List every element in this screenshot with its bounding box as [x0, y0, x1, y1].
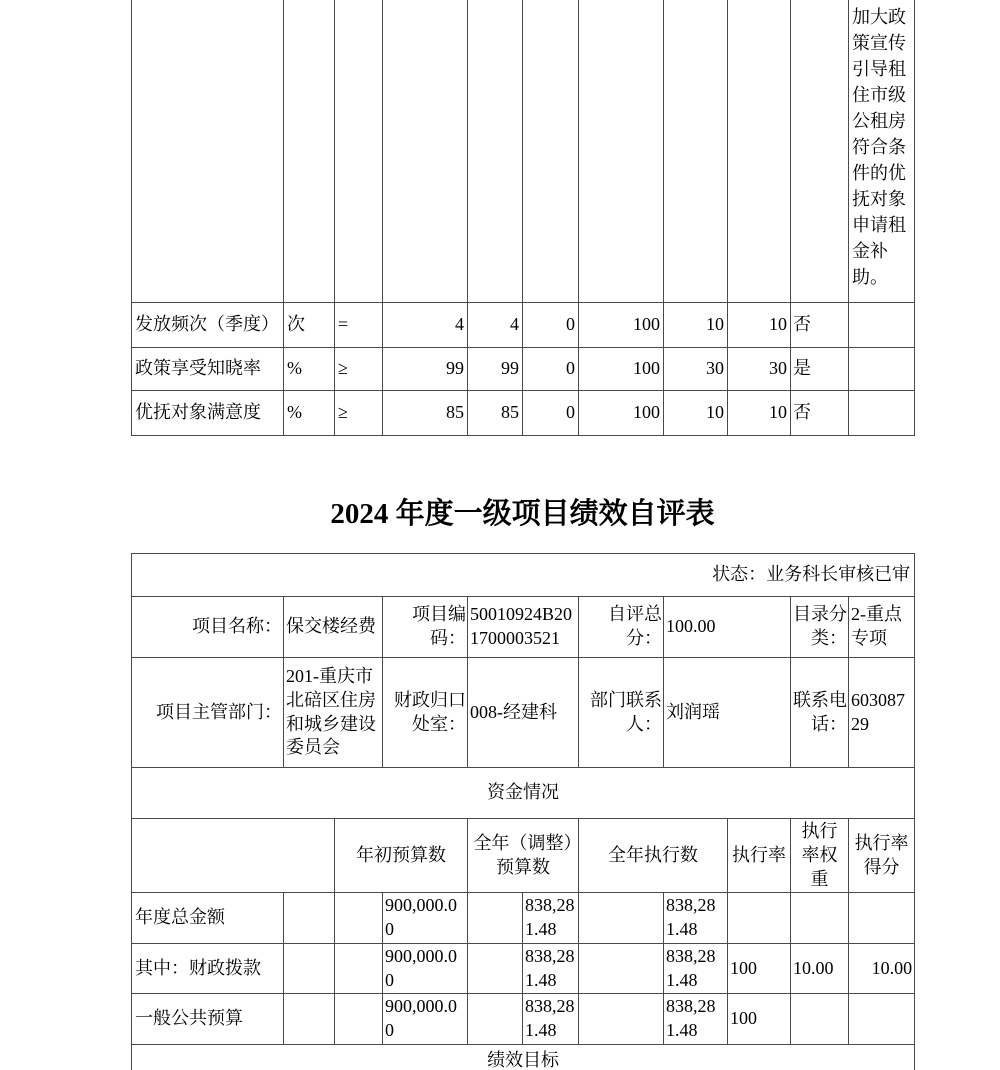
empty-cell [468, 0, 523, 302]
empty-cell [791, 0, 849, 302]
empty-cell [335, 893, 383, 944]
indicator-flag: 否 [791, 390, 849, 435]
indicator-score: 10 [728, 302, 791, 347]
rate-score-value [849, 893, 915, 944]
empty-cell [132, 819, 335, 893]
indicator-operator: ≥ [335, 390, 383, 435]
contact-value: 刘润瑶 [664, 658, 791, 768]
phone-value: 60308729 [849, 658, 915, 768]
empty-cell [579, 994, 664, 1045]
indicator-actual-value: 85 [468, 390, 523, 435]
rate-score-value [849, 994, 915, 1045]
finance-office-label: 财政归口处室： [383, 658, 468, 768]
funding-row [132, 943, 915, 994]
executed-value: 838,281.48 [664, 994, 728, 1045]
empty-cell [468, 994, 523, 1045]
indicator-rate: 100 [579, 302, 664, 347]
funding-section-row [132, 768, 915, 819]
empty-cell [284, 893, 335, 944]
executed-value: 838,281.48 [664, 943, 728, 994]
page-title: 2024 年度一级项目绩效自评表 [330, 498, 715, 530]
indicator-name: 政策享受知晓率 [132, 347, 284, 390]
project-name-row [132, 597, 915, 658]
adjusted-budget-value: 838,281.48 [523, 994, 579, 1045]
empty-cell [383, 0, 468, 302]
indicator-operator: = [335, 302, 383, 347]
empty-cell [468, 893, 523, 944]
indicator-operator: ≥ [335, 347, 383, 390]
indicator-actual-value: 99 [468, 347, 523, 390]
dept-label: 项目主管部门： [132, 658, 284, 768]
execution-rate-value: 100 [728, 994, 791, 1045]
funding-row-label: 一般公共预算 [132, 994, 284, 1045]
catalog-category-value: 2-重点专项 [849, 597, 915, 658]
executed-value: 838,281.48 [664, 893, 728, 944]
indicator-note [849, 390, 915, 435]
indicator-deviation: 0 [523, 302, 579, 347]
header-rate-weight: 执行率权重 [791, 819, 849, 893]
indicator-deviation: 0 [523, 390, 579, 435]
phone-label: 联系电话： [791, 658, 849, 768]
funding-row [132, 893, 915, 944]
initial-budget-value: 900,000.00 [383, 994, 468, 1045]
finance-office-value: 008-经建科 [468, 658, 579, 768]
status-text: 状态：业务科长审核已审 [132, 554, 915, 597]
header-rate-score: 执行率得分 [849, 819, 915, 893]
indicator-unit: % [284, 347, 335, 390]
funding-header-row [132, 819, 915, 893]
indicator-target-value: 85 [383, 390, 468, 435]
empty-cell [728, 0, 791, 302]
indicator-flag: 否 [791, 302, 849, 347]
empty-cell [579, 893, 664, 944]
header-execution-rate: 执行率 [728, 819, 791, 893]
empty-cell [335, 0, 383, 302]
indicator-row [132, 302, 915, 347]
indicator-unit: 次 [284, 302, 335, 347]
adjusted-budget-value: 838,281.48 [523, 943, 579, 994]
self-eval-score-value: 100.00 [664, 597, 791, 658]
self-eval-score-label: 自评总分： [579, 597, 664, 658]
empty-cell [284, 0, 335, 302]
indicator-note [849, 302, 915, 347]
funding-row [132, 994, 915, 1045]
indicator-score: 30 [728, 347, 791, 390]
project-name-value: 保交楼经费 [284, 597, 383, 658]
indicator-deviation: 0 [523, 347, 579, 390]
indicator-rate: 100 [579, 390, 664, 435]
empty-cell [284, 943, 335, 994]
indicator-flag: 是 [791, 347, 849, 390]
project-code-label: 项目编码： [383, 597, 468, 658]
indicator-actual-value: 4 [468, 302, 523, 347]
funding-row-label: 其中：财政拨款 [132, 943, 284, 994]
empty-cell [284, 994, 335, 1045]
initial-budget-value: 900,000.00 [383, 893, 468, 944]
project-dept-row [132, 658, 915, 768]
indicator-note [849, 347, 915, 390]
initial-budget-value: 900,000.00 [383, 943, 468, 994]
indicator-target-value: 99 [383, 347, 468, 390]
rate-weight-value [791, 893, 849, 944]
header-executed: 全年执行数 [579, 819, 728, 893]
indicator-score: 10 [728, 390, 791, 435]
rate-weight-value [791, 994, 849, 1045]
empty-cell [335, 943, 383, 994]
funding-section-title: 资金情况 [132, 768, 915, 819]
performance-section-row [132, 1044, 915, 1070]
header-initial-budget: 年初预算数 [335, 819, 468, 893]
execution-rate-value: 100 [728, 943, 791, 994]
project-name-label: 项目名称： [132, 597, 284, 658]
rate-weight-value: 10.00 [791, 943, 849, 994]
indicator-remark-text: 加大政策宣传引导租住市级公租房符合条件的优抚对象申请租金补助。 [849, 0, 915, 302]
empty-cell [335, 994, 383, 1045]
empty-cell [468, 943, 523, 994]
indicator-remark-row [132, 0, 915, 302]
catalog-category-label: 目录分类： [791, 597, 849, 658]
contact-label: 部门联系人： [579, 658, 664, 768]
indicator-name: 优抚对象满意度 [132, 390, 284, 435]
indicator-rate: 100 [579, 347, 664, 390]
empty-cell [579, 943, 664, 994]
adjusted-budget-value: 838,281.48 [523, 893, 579, 944]
status-row [132, 554, 915, 597]
project-code-value: 50010924B201700003521 [468, 597, 579, 658]
indicator-unit: % [284, 390, 335, 435]
indicator-row [132, 347, 915, 390]
indicator-weight: 10 [664, 390, 728, 435]
empty-cell [579, 0, 664, 302]
indicator-name: 发放频次（季度） [132, 302, 284, 347]
performance-section-title: 绩效目标 [132, 1044, 915, 1070]
funding-row-label: 年度总金额 [132, 893, 284, 944]
self-eval-table [131, 553, 915, 1070]
indicator-weight: 30 [664, 347, 728, 390]
empty-cell [664, 0, 728, 302]
header-adjusted-budget: 全年（调整）预算数 [468, 819, 579, 893]
empty-cell [132, 0, 284, 302]
empty-cell [523, 0, 579, 302]
indicator-row [132, 390, 915, 435]
rate-score-value: 10.00 [849, 943, 915, 994]
dept-value: 201-重庆市北碚区住房和城乡建设委员会 [284, 658, 383, 768]
indicator-table [131, 0, 915, 436]
indicator-target-value: 4 [383, 302, 468, 347]
indicator-weight: 10 [664, 302, 728, 347]
execution-rate-value [728, 893, 791, 944]
